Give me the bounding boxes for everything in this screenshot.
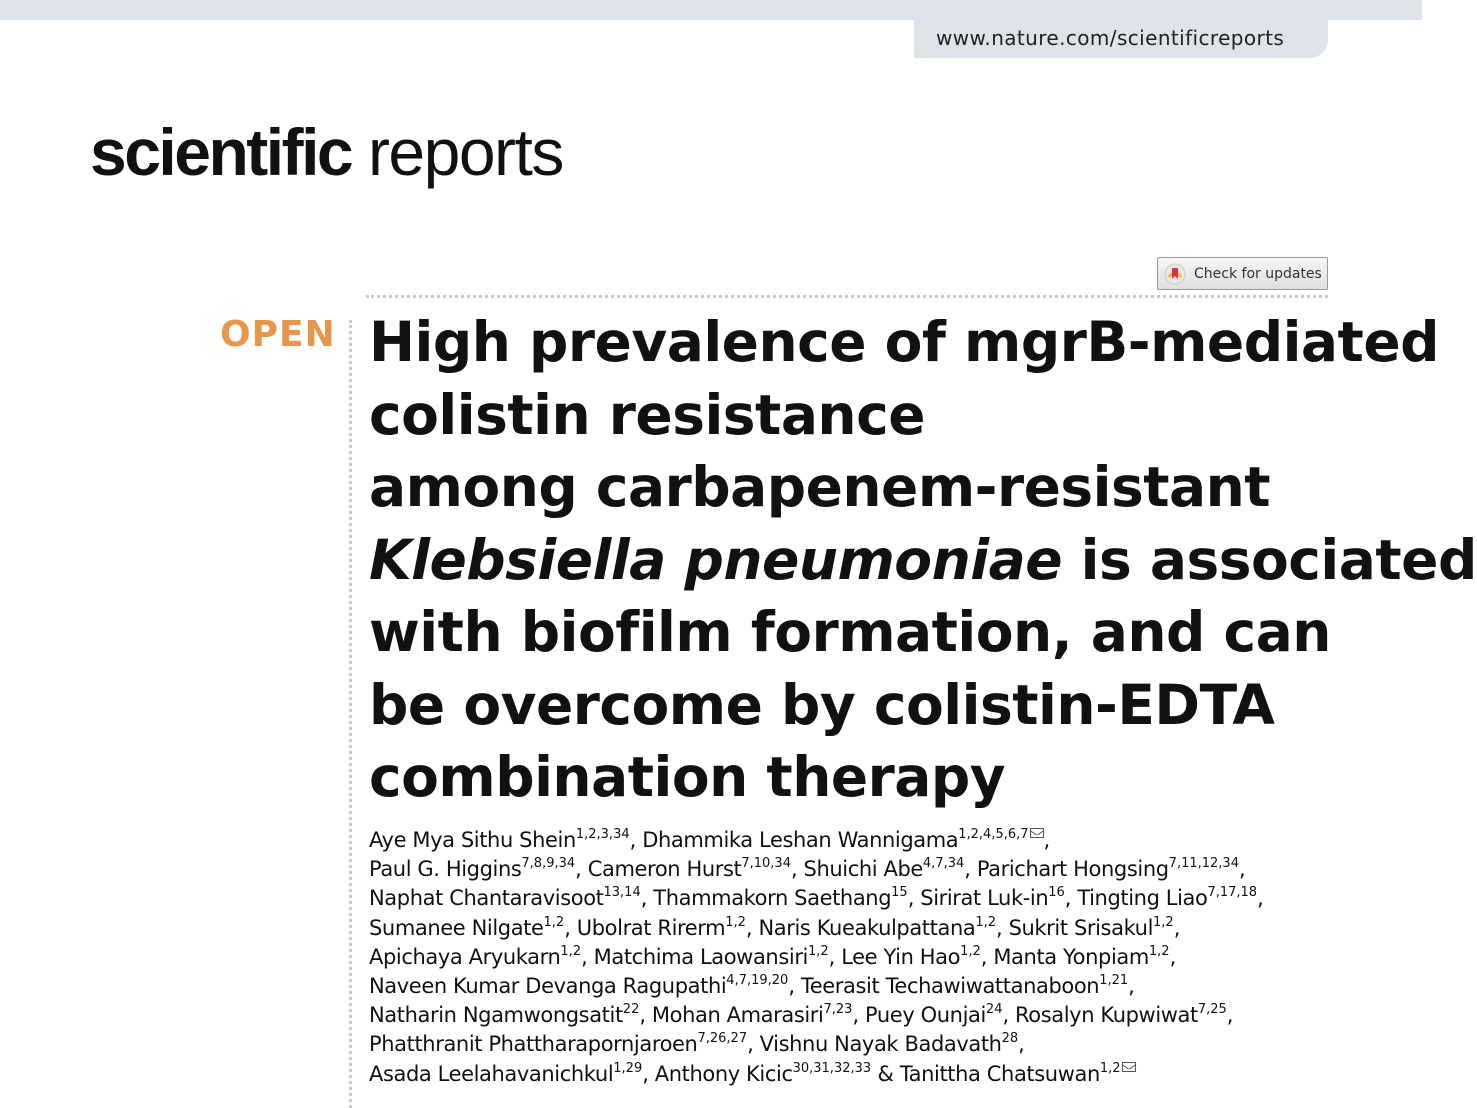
author-separator: , (828, 944, 842, 969)
author-separator: , (745, 915, 759, 940)
author-separator: & (871, 1061, 900, 1086)
author-line (369, 826, 1369, 855)
author-affiliation[interactable]: 28 (1001, 1031, 1019, 1047)
author-separator: , (1173, 915, 1180, 940)
author-name[interactable]: Vishnu Nayak Badavath (759, 1032, 1002, 1057)
author-affiliation[interactable]: 1,2 (1153, 914, 1174, 930)
article-title (369, 306, 1477, 814)
author-separator: , (852, 1003, 865, 1028)
author-name[interactable]: Lee Yin Hao (841, 944, 961, 969)
author-name[interactable]: Naveen Kumar Devanga Ragupathi (369, 974, 727, 999)
author-affiliation[interactable]: 7,26,27 (697, 1031, 748, 1047)
author-line (369, 884, 1369, 913)
author-affiliation[interactable]: 7,23 (823, 1002, 853, 1018)
author-separator: , (980, 944, 994, 969)
author-affiliation[interactable]: 1,2 (960, 943, 981, 959)
author-separator: , (1018, 1032, 1025, 1057)
author-name[interactable]: Manta Yonpiam (993, 944, 1149, 969)
author-affiliation[interactable]: 13,14 (603, 885, 641, 901)
check-for-updates-label: Check for updates (1194, 265, 1322, 282)
author-affiliation[interactable]: 1,21 (1099, 973, 1129, 989)
title-line: be overcome by colistin-EDTA (369, 672, 1275, 737)
title-line: among carbapenem-resistant (369, 455, 1271, 519)
title-line: colistin resistance (369, 382, 925, 447)
author-affiliation[interactable]: 1,2 (807, 943, 829, 959)
author-line (369, 943, 1369, 972)
author-affiliation[interactable]: 1,2 (975, 914, 997, 930)
author-separator: , (747, 1032, 760, 1057)
author-name[interactable]: Phatthranit Phattharapornjaroen (369, 1032, 698, 1057)
author-name[interactable]: Naris Kueakulpattana (758, 915, 976, 940)
author-name[interactable]: Sukrit Srisakul (1008, 915, 1154, 940)
author-affiliation[interactable]: 1,2,3,34 (575, 827, 630, 842)
author-name[interactable]: Rosalyn Kupwiwat (1015, 1003, 1198, 1028)
author-name[interactable]: Shuichi Abe (803, 857, 923, 882)
author-affiliation[interactable]: 7,25 (1197, 1002, 1227, 1018)
journal-url[interactable]: www.nature.com/scientificreports (914, 20, 1328, 58)
author-line (369, 914, 1369, 943)
journal-name-bold: scientific (90, 115, 352, 189)
author-name[interactable]: Parichart Hongsing (976, 857, 1169, 882)
author-separator: , (1226, 1003, 1234, 1028)
author-separator: , (1128, 974, 1135, 999)
author-line (369, 1060, 1369, 1089)
author-name[interactable]: Matchima Laowansiri (593, 944, 808, 969)
author-affiliation[interactable]: 4,7,34 (922, 856, 965, 872)
author-separator: , (996, 915, 1009, 940)
author-affiliation[interactable]: 1,2 (560, 943, 582, 959)
author-name[interactable]: Apichaya Aryukarn (369, 944, 561, 969)
author-separator: , (1043, 828, 1050, 852)
dotted-divider-vertical (349, 320, 352, 1108)
author-affiliation[interactable]: 1,2 (725, 914, 746, 930)
author-separator: , (788, 974, 801, 999)
author-name[interactable]: Thammakorn Saethang (653, 886, 892, 911)
author-name[interactable]: Anthony Kicic (654, 1061, 793, 1086)
author-line (369, 1001, 1369, 1030)
author-name[interactable]: Natharin Ngamwongsatit (369, 1003, 623, 1028)
title-line: combination therapy (369, 745, 1006, 809)
author-separator: , (581, 944, 594, 969)
title-line-rest: is associated (1080, 527, 1477, 592)
author-affiliation[interactable]: 1,29 (613, 1060, 643, 1076)
email-icon[interactable] (1122, 1062, 1136, 1072)
title-line: High prevalence of mgrB-mediated (369, 310, 1440, 374)
header-strip (0, 0, 1422, 20)
author-name[interactable]: Tanittha Chatsuwan (899, 1061, 1100, 1086)
species-name: Klebsiella pneumoniae (369, 527, 1063, 592)
dotted-divider-horizontal (366, 295, 1328, 298)
author-separator: , (790, 857, 804, 882)
author-separator: , (1238, 857, 1246, 882)
author-separator: , (564, 915, 577, 940)
author-separator: , (575, 857, 588, 882)
author-name[interactable]: Ubolrat Rirerm (576, 915, 726, 940)
title-line-with-species (369, 524, 1477, 597)
author-separator: , (639, 1003, 652, 1028)
author-affiliation[interactable]: 7,8,9,34 (521, 856, 576, 872)
author-name[interactable]: Dhammika Leshan Wannigama (642, 828, 959, 852)
author-affiliation[interactable]: 1,2 (1148, 943, 1170, 959)
author-name[interactable]: Paul G. Higgins (369, 857, 522, 882)
author-name[interactable]: Naphat Chantaravisoot (369, 886, 604, 911)
author-line (369, 1030, 1369, 1059)
author-affiliation[interactable]: 7,17,18 (1207, 885, 1258, 901)
author-affiliation[interactable]: 30,31,32,33 (792, 1060, 872, 1076)
crossmark-icon (1164, 263, 1186, 285)
author-line (369, 972, 1369, 1001)
author-affiliation[interactable]: 15 (891, 885, 908, 901)
author-separator: , (907, 886, 921, 911)
author-line (369, 855, 1369, 884)
title-line: with biofilm formation, and can (369, 600, 1331, 664)
author-name[interactable]: Puey Ounjai (865, 1003, 986, 1028)
author-affiliation[interactable]: 24 (985, 1002, 1003, 1018)
author-separator: , (964, 857, 977, 882)
author-affiliation[interactable]: 4,7,19,20 (726, 973, 789, 989)
author-affiliation[interactable]: 22 (622, 1002, 640, 1018)
author-separator: , (640, 886, 654, 911)
author-name[interactable]: Aye Mya Sithu Shein (369, 828, 576, 852)
check-for-updates-button[interactable] (1157, 257, 1328, 290)
open-access-label: OPEN (220, 314, 336, 355)
author-name[interactable]: Mohan Amarasiri (651, 1003, 824, 1028)
author-name[interactable]: Tingting Liao (1077, 886, 1208, 911)
author-affiliation[interactable]: 1,2 (1099, 1060, 1121, 1076)
author-separator: , (1002, 1003, 1016, 1028)
author-affiliation[interactable]: 7,10,34 (741, 856, 791, 872)
email-icon[interactable] (1030, 828, 1044, 838)
journal-logo[interactable] (90, 112, 563, 192)
author-affiliation[interactable]: 7,11,12,34 (1168, 856, 1239, 872)
author-separator: , (1064, 886, 1078, 911)
author-list (369, 826, 1369, 1089)
author-name[interactable]: Asada Leelahavanichkul (369, 1061, 614, 1086)
author-name[interactable]: Cameron Hurst (587, 857, 742, 882)
author-affiliation[interactable]: 16 (1048, 885, 1065, 901)
author-name[interactable]: Sumanee Nilgate (369, 915, 544, 940)
author-name[interactable]: Sirirat Luk-in (920, 886, 1049, 911)
author-name[interactable]: Teerasit Techawiwattanaboon (800, 974, 1100, 999)
author-separator: , (642, 1061, 655, 1086)
author-affiliation[interactable]: 1,2,4,5,6,7 (958, 827, 1029, 842)
author-separator: , (629, 828, 643, 852)
author-separator: , (1169, 944, 1176, 969)
author-affiliation[interactable]: 1,2 (543, 914, 565, 930)
author-separator: , (1257, 886, 1264, 911)
journal-name-light: reports (367, 115, 563, 189)
